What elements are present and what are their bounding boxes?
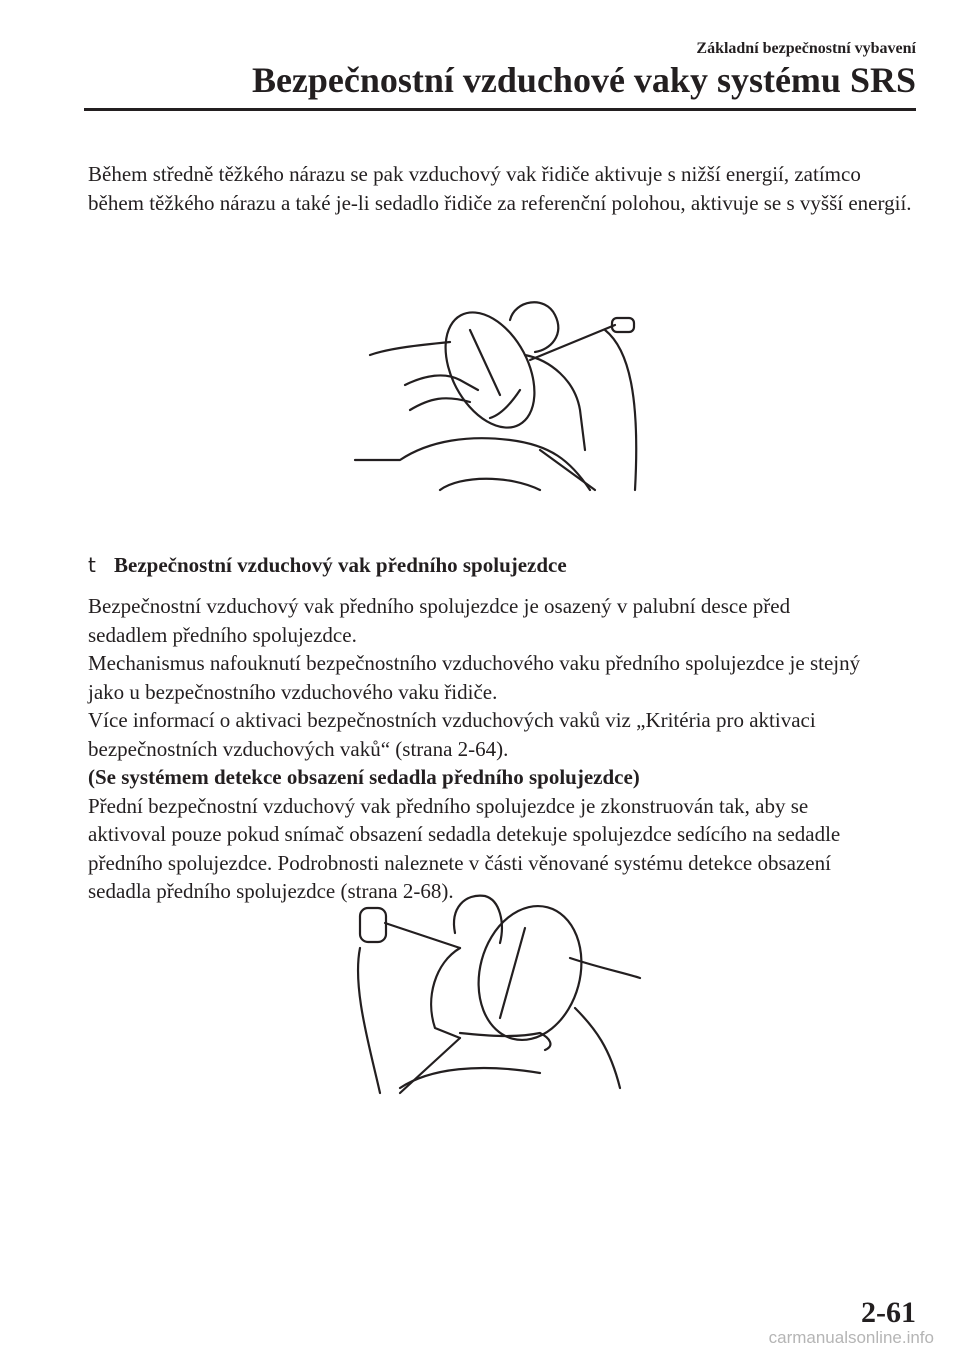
driver-airbag-drawing — [350, 290, 670, 500]
dashboard-outline — [370, 342, 450, 355]
body-line: sedadla předního spolujezdce (strana 2-68). — [88, 879, 454, 903]
passenger-airbag-illustration — [340, 888, 650, 1098]
section-heading-text: Bezpečnostní vzduchový vak předního spolujezdce — [114, 553, 567, 577]
passenger-legs — [400, 1068, 540, 1088]
intro-paragraph: Během středně těžkého nárazu se pak vzduchový vak řidiče aktivuje s nižší energií, zatímco během těžkého nárazu a také je-li sedadlo řidiče za referenční polohou, aktivuje se s vyšší energií. — [88, 162, 912, 215]
seat-back — [605, 330, 636, 490]
airbag-crease — [500, 928, 525, 1018]
seat-cushion — [440, 479, 540, 490]
driver-airbag-illustration — [350, 290, 670, 500]
body-line: sedadlem předního spolujezdce. — [88, 622, 357, 647]
body-line: předního spolujezdce. Podrobnosti naleznete v části věnované systému detekce obsazení — [88, 850, 831, 875]
seat-back — [358, 948, 380, 1093]
chapter-title: Bezpečnostní vzduchové vaky systému SRS — [251, 60, 916, 100]
airbag-cushion — [427, 297, 552, 442]
body-line: Mechanismus nafouknutí bezpečnostního vzduchového vaku předního spolujezdce je stejný — [88, 651, 861, 675]
header-divider — [84, 108, 916, 111]
passenger-arm — [460, 1033, 550, 1050]
body-line: Více informací o aktivaci bezpečnostních vzduchových vaků viz „Kritéria pro aktivaci — [88, 708, 816, 732]
seatbelt-lap — [540, 450, 595, 490]
steering-column — [410, 398, 470, 410]
driver-legs — [355, 438, 590, 490]
body-subheading: (Se systémem detekce obsazení sedadla předního spolujezdce) — [88, 765, 640, 789]
seatbelt — [385, 923, 460, 948]
watermark: carmanualsonline.info — [768, 1328, 934, 1347]
body-line: bezpečnostních vzduchových vaků“ (strana 2-64). — [88, 736, 509, 761]
airbag-cushion — [464, 894, 596, 1051]
body-line: jako u bezpečnostního vzduchového vaku řidiče. — [88, 679, 498, 704]
passenger-airbag-drawing — [340, 888, 650, 1098]
passenger-head — [454, 896, 502, 943]
passenger-torso — [431, 948, 460, 1038]
driver-head — [510, 302, 558, 352]
section-label: Základní bezpečnostní vybavení — [696, 40, 916, 57]
seatbelt-anchor — [360, 908, 386, 942]
bullet-icon: t — [88, 553, 96, 577]
body-line: Přední bezpečnostní vzduchový vak předního spolujezdce je zkonstruován tak, aby se — [88, 793, 809, 818]
section-body — [88, 592, 918, 906]
dashboard-outline — [575, 1008, 620, 1088]
page-header — [84, 40, 916, 100]
steering-column — [405, 375, 478, 390]
body-line: Bezpečnostní vzduchový vak předního spolujezdce je osazený v palubní desce před — [88, 594, 791, 618]
body-line: aktivoval pouze pokud snímač obsazení sedadla detekuje spolujezdce sedícího na sedadle — [88, 822, 841, 846]
seatbelt — [530, 325, 615, 360]
page-number: 2-61 — [861, 1296, 916, 1329]
driver-arm — [490, 390, 520, 418]
airbag-crease — [470, 330, 500, 395]
section-heading — [88, 552, 567, 578]
seatbelt-lap — [400, 1038, 460, 1093]
